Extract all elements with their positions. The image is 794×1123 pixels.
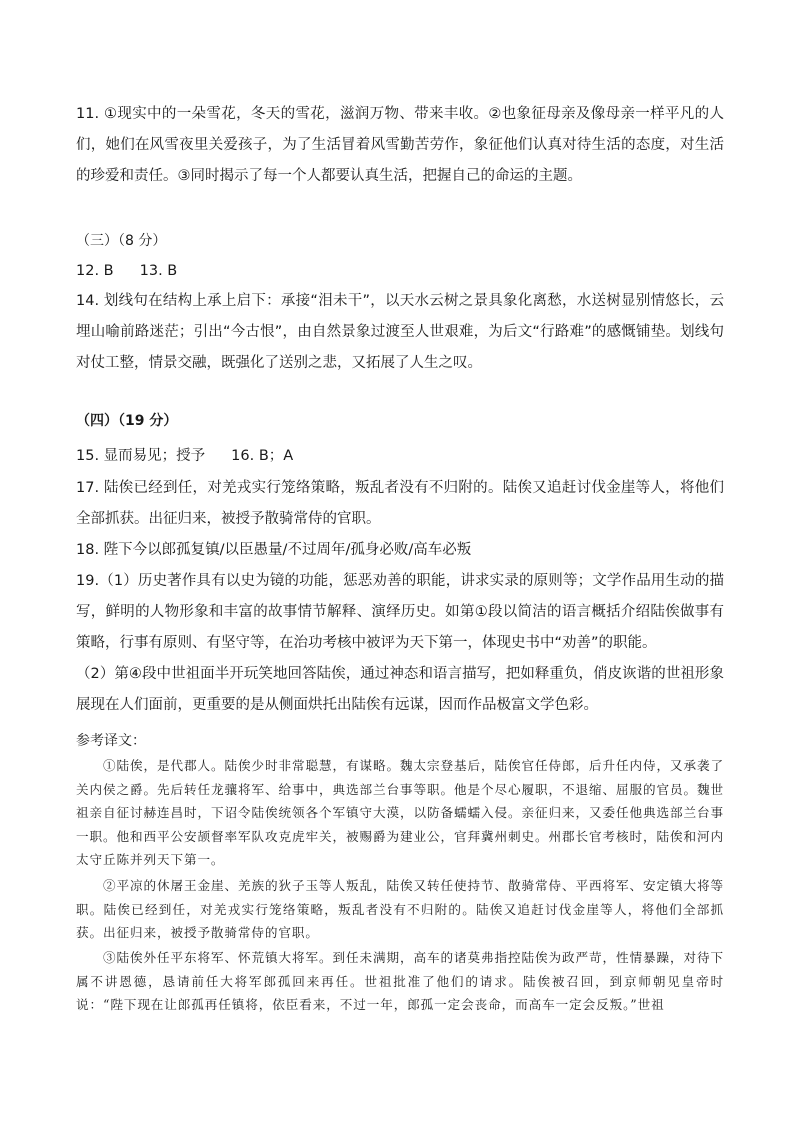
answer-14: 14. 划线句在结构上承上启下：承接“泪未干”，以天水云树之景具象化离愁，水送树显别情悠长，云埋山喻前路迷茫；引出“今古恨”，由自然景象过渡至人世艰难，为后文“行路难”的感慨铺垫。划线句对仗工整，情景交融，既强化了送别之悲，又拓展了人生之叹。 [76,293,724,371]
answer-16: 16. B；A [231,448,294,464]
answer-19-part-1: 19.（1）历史著作具有以史为镜的功能，惩恶劝善的职能，讲求实录的原则等；文学作品用生动的描写，鲜明的人物形象和丰富的故事情节解释、演绎历史。如第①段以简洁的语言概括介绍陆俟做事有策略，行事有原则、有坚守等，在治功考核中被评为天下第一，体现史书中“劝善”的职能。 [76,573,724,651]
answer-15: 15. 显而易见；授予 [76,448,206,464]
answer-19-part-2: （2）第④段中世祖面半开玩笑地回答陆俟，通过神态和语言描写，把如释重负，俏皮诙谐的世祖形象展现在人们面前，更重要的是从侧面烘托出陆俟有远谋，因而作品极富文学色彩。 [76,666,724,713]
section-4-heading: （四）（19 分） [76,413,178,429]
translation-paragraph-3: ③陆俟外任平东将军、怀荒镇大将军。到任未满期，高车的诸莫弗指控陆俟为政严苛，性情暴躁，对待下属不讲恩德，恳请前任大将军郎孤回来再任。世祖批准了他们的请求。陆俟被召回，到京师朝见皇帝时说：“陛下现在让郎孤再任镇将，依臣看来，不过一年，郎孤一定会丧命，而高车一定会反叛。”世祖 [76,950,724,1012]
translation-paragraph-1: ①陆俟，是代郡人。陆俟少时非常聪慧，有谋略。魏太宗登基后，陆俟官任侍郎，后升任内侍，又承袭了关内侯之爵。先后转任龙骧将军、给事中，典选部兰台事等职。他是个尽心履职，不退缩、屈服的官员。魏世祖亲自征讨赫连昌时，下诏令陆俟统领各个军镇守大漠，以防备蠕蠕入侵。亲征归来，又委任他典选部兰台事一职。他和西平公安颉督率军队攻克虎牢关，被赐爵为建业公，官拜冀州刺史。州郡长官考核时，陆俟和河内太守丘陈并列天下第一。 [76,758,724,867]
answer-18: 18. 陛下今以郎孤复镇/以臣愚量/不过周年/孤身必败/高车必叛 [76,542,472,558]
section-3-heading: （三）（8 分） [76,233,167,249]
answer-17: 17. 陆俟已经到任，对羌戎实行笼络策略，叛乱者没有不归附的。陆俟又追赶讨伐金崖等人，将他们全部抓获。出征归来，被授予散骑常侍的官职。 [76,480,724,527]
answer-11: 11. ①现实中的一朵雪花，冬天的雪花，滋润万物、带来丰收。②也象征母亲及像母亲一样平凡的人们，她们在风雪夜里关爱孩子，为了生活冒着风雪勤苦劳作，象征他们认真对待生活的态度，对生活的珍爱和责任。③同时揭示了每一个人都要认真生活，把握自己的命运的主题。 [76,106,724,184]
answer-15-16 [76,441,724,472]
answer-12-13 [76,256,724,287]
answer-12: 12. B [76,263,114,279]
answer-13: 13. B [139,263,178,279]
translation-paragraph-2: ②平凉的休屠王金崖、羌族的狄子玉等人叛乱，陆俟又转任使持节、散骑常侍、平西将军、安定镇大将等职。陆俟已经到任，对羌戎实行笼络策略，叛乱者没有不归附的。陆俟又追赶讨伐金崖等人，将他们全部抓获。出征归来，被授予散骑常侍的官职。 [76,878,724,940]
translation-label: 参考译文： [76,733,146,749]
